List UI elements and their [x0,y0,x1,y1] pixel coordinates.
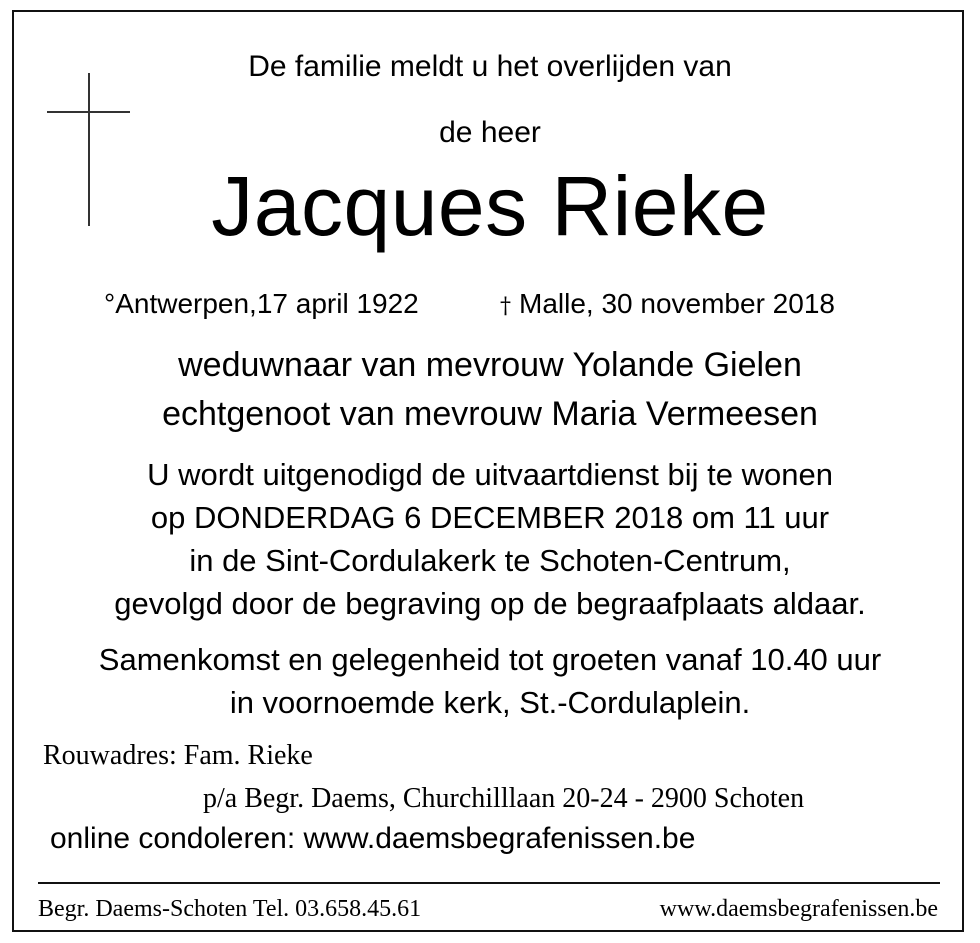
birth-info: °Antwerpen,17 april 1922 [104,288,419,319]
invitation-line: in de Sint-Cordulakerk te Schoten-Centrum, [189,543,791,578]
deceased-name: Jacques Rieke [211,159,769,253]
online-condolence-link[interactable]: online condoleren: www.daemsbegrafenissen.be [50,822,696,855]
meeting-line: Samenkomst en gelegenheid tot groeten vanaf 10.40 uur [98,642,882,677]
death-info [500,288,835,320]
intro-text: De familie meldt u het overlijden van [248,50,732,83]
invitation-line: gevolgd door de begraving op de begraafplaats aldaar. [114,586,866,621]
dagger-icon: † [500,294,511,319]
spouse-line: weduwnaar van mevrouw Yolande Gielen [178,346,802,384]
death-text: Malle, 30 november 2018 [519,288,835,319]
invitation-line: U wordt uitgenodigd de uitvaartdienst bij te wonen [147,457,833,492]
honorific: de heer [439,116,541,149]
mourning-address: Rouwadres: Fam. Rieke [43,740,313,771]
cross-icon-bar [47,111,130,113]
mourning-address-detail: p/a Begr. Daems, Churchilllaan 20-24 - 2900 Schoten [203,783,805,814]
footer-contact: Begr. Daems-Schoten Tel. 03.658.45.61 [38,896,422,922]
spouse-line: echtgenoot van mevrouw Maria Vermeesen [162,395,818,433]
meeting-line: in voornoemde kerk, St.-Cordulaplein. [229,685,751,720]
footer-website-link[interactable]: www.daemsbegrafenissen.be [659,896,938,922]
footer-divider [38,882,940,884]
invitation-line: op DONDERDAG 6 DECEMBER 2018 om 11 uur [150,500,830,535]
